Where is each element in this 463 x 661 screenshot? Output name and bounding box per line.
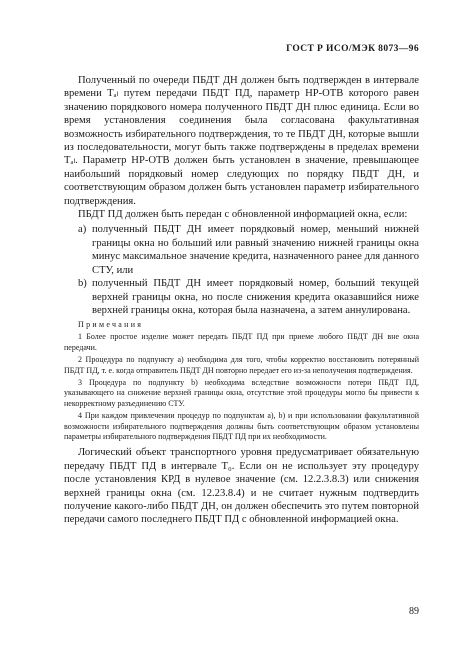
notes-heading: Примечания (78, 320, 144, 330)
paragraph-acknowledgement-interval: Полученный по очереди ПБДТ ДН должен быть подтвержден в интервале времени Тₐₗ путем передачи ПБДТ ПД, параметр НР-ОТВ которого равен значению порядкового номера полученного ПБДТ ДН плюс единица. Если во время установления соединения была согласована факультативная возможность избирательного подтверждения, то те ПБДТ ДН, которые вышли из последовательности, могут быть также подтверждены в пределах времени Тₐₗ. Параметр НР-ОТВ должен быть установлен в значение, превышающее наибольший порядковый номер следующих по порядку ПБДТ ДН, и соответствующим образом должен быть установлен параметр избирательного подтверждения. (64, 75, 419, 207)
list-item (64, 277, 419, 317)
paragraph-window-update: ПБДТ ПД должен быть передан с обновленной информацией окна, если: (78, 209, 408, 221)
list-item-marker: а) (78, 224, 87, 236)
list-item (64, 223, 419, 277)
paragraph-mandatory-transmission: Логический объект транспортного уровня предусматривает обязательную передачу ПБДТ ПД в интервале Т₀. Если он не использует эту процедуру после установления КРД в нулевое значение (см. 12.2.3.8.3) или снижения верхней границы окна (см. 12.23.8.4) и не считает нужным подтвердить получение какого-либо ПБДТ ДН, он должен обеспечить это путем повторной передачи самого последнего ПБДТ ПД с обновленной информацией окна. (64, 447, 419, 526)
list-item-text: полученный ПБДТ ДН имеет порядковый номер, меньший нижней границы окна но больший или равный значению нижней границы окна минус максимальное значение кредита, назначенного ранее для данного СТУ, или (92, 224, 419, 276)
list-item-text: полученный ПБДТ ДН имеет порядковый номер, больший текущей верхней границы окна, но после снижения кредита оказавшийся ниже верхней границы окна, которая была назначена, а затем аннулирована. (92, 278, 419, 316)
notes-block (64, 319, 419, 442)
page-number: 89 (409, 606, 419, 617)
note-item: 2 Процедура по подпункту а) необходима для того, чтобы корректно восстановить потерянный ПБДТ ПД, т. е. когда отправитель ПБДТ ДН повторно передает его из-за неполучения подтверждения. (64, 355, 419, 375)
note-item: 3 Процедура по подпункту b) необходима вследствие возможности потери ПБДТ ПД, указывающего на снижение верхней границы окна, отсутствие этой процедуры могло бы привести к некорректному разъединению СТУ. (64, 377, 419, 408)
page-body (64, 74, 419, 527)
note-item: 4 При каждом привлечении процедур по подпунктам а), b) и при использовании факультативной возможности избирательного подтверждения должны быть соответствующим образом установлены параметры избирательного подтверждения ПБДТ ПД при их необходимости. (64, 411, 419, 441)
conditions-list (64, 223, 419, 317)
note-item: 1 Более простое изделие может передать ПБДТ ПД при приеме любого ПБДТ ДН вне окна передачи. (64, 332, 419, 352)
standard-code-header: ГОСТ Р ИСО/МЭК 8073—96 (286, 44, 419, 54)
list-item-marker: b) (78, 278, 87, 290)
